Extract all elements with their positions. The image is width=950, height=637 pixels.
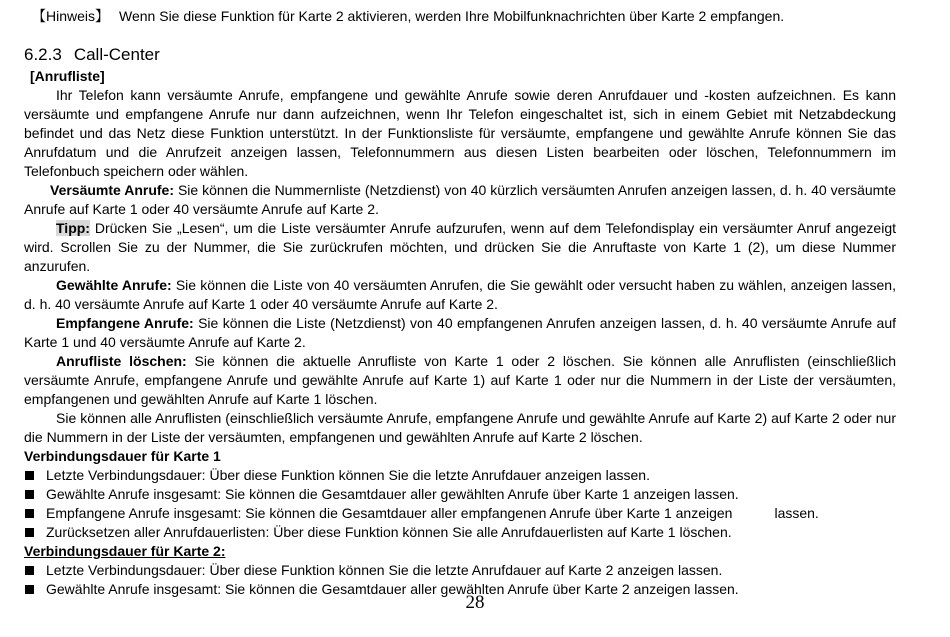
- page-number: 28: [465, 592, 485, 613]
- tip-paragraph: [24, 219, 896, 276]
- delete-calls-text: Sie können die aktuelle Anrufliste von Karte 1 oder 2 löschen. Sie können alle Anruflisten (einschließlich versäumte Anrufe, empfangene Anrufe und gewählte Anrufe auf Karte 1) auf Karte 1 oder nur die Nummern in der Liste der versäumten, empfangenen und gewählten Anrufe auf Karte 1 löschen.: [24, 353, 896, 407]
- list-item-text: Letzte Verbindungsdauer: Über diese Funktion können Sie die letzte Anrufdauer anzeigen lassen.: [46, 467, 650, 483]
- square-bullet-icon: [25, 509, 34, 518]
- hinweis-text: Wenn Sie diese Funktion für Karte 2 aktivieren, werden Ihre Mobilfunknachrichten über Karte 2 empfangen.: [119, 8, 785, 24]
- list-item-text: Zurücksetzen aller Anrufdauerlisten: Über diese Funktion können Sie alle Anrufdauerlisten auf Karte 1 löschen.: [46, 524, 732, 540]
- card2-heading: Verbindungsdauer für Karte 2:: [24, 543, 226, 559]
- list-item-text: Empfangene Anrufe insgesamt: Sie können die Gesamtdauer aller empfangenen Anrufe über Karte 1 anzeigen: [46, 505, 733, 521]
- list-item: [24, 561, 896, 580]
- section-subtitle: [Anrufliste]: [30, 68, 105, 84]
- square-bullet-icon: [25, 471, 34, 480]
- intro-paragraph: Ihr Telefon kann versäumte Anrufe, empfangene und gewählte Anrufe sowie deren Anrufdauer und -kosten aufzeichnen. Es kann versäumte und empfangene Anrufe nur dann aufzeichnen, wenn Ihr Telefon eingeschaltet ist, sich in einem Gebiet mit Netzabdeckung befindet und das Netz diese Funktion unterstützt. In der Funktionsliste für versäumte, empfangene und gewählte Anrufe können Sie das Anrufdatum und die Anrufzeit anzeigen lassen, Telefonnummern aus diesen Listen bearbeiten oder löschen, Telefonnummern im Telefonbuch speichern oder wählen.: [24, 87, 896, 179]
- delete-all-paragraph: Sie können alle Anruflisten (einschließlich versäumte Anrufe, empfangene Anrufe und gewählte Anrufe auf Karte 2) auf Karte 2 oder nur die Nummern in der Liste der versäumten, empfangenen und gewählten Anrufe auf Karte 2 löschen.: [24, 410, 896, 445]
- hinweis-note: [32, 6, 784, 26]
- received-calls-term: Empfangene Anrufe:: [56, 315, 194, 331]
- card1-heading: Verbindungsdauer für Karte 1: [24, 448, 221, 464]
- section-number: 6.2.3: [24, 45, 62, 64]
- square-bullet-icon: [25, 566, 34, 575]
- missed-calls-text: Sie können die Nummernliste (Netzdienst) von 40 kürzlich versäumten Anrufen anzeigen lassen, d. h. 40 versäumte Anrufe auf Karte 1 oder 40 versäumte Anrufe auf Karte 2.: [24, 182, 896, 217]
- square-bullet-icon: [25, 490, 34, 499]
- dialed-calls-paragraph: [24, 276, 896, 314]
- list-item-text: Gewählte Anrufe insgesamt: Sie können die Gesamtdauer aller gewählten Anrufe über Karte 1 anzeigen lassen.: [46, 486, 739, 502]
- section-title: Call-Center: [73, 45, 160, 64]
- delete-calls-term: Anrufliste löschen:: [56, 353, 187, 369]
- list-item-text: Letzte Verbindungsdauer: Über diese Funktion können Sie die letzte Anrufdauer auf Karte 2 anzeigen lassen.: [46, 562, 723, 578]
- list-item: [24, 504, 896, 523]
- missed-calls-term: Versäumte Anrufe:: [50, 182, 175, 198]
- hinweis-label: 【Hinweis】: [32, 8, 110, 24]
- received-calls-paragraph: [24, 314, 896, 352]
- received-calls-text: Sie können die Liste (Netzdienst) von 40 empfangenen Anrufen anzeigen lassen, d. h. 40 versäumte Anrufe auf Karte 1 und 40 versäumte Anrufe auf Karte 2.: [24, 315, 897, 350]
- list-item-tail: lassen.: [774, 505, 819, 521]
- tip-text: Drücken Sie „Lesen“, um die Liste versäumter Anrufe aufzurufen, wenn auf dem Telefondisplay ein versäumter Anruf angezeigt wird. Scrollen Sie zu der Nummer, die Sie zurückrufen möchten, und drücken Sie die Anruftaste von Karte 1 (2), um diese Nummer anzurufen.: [24, 220, 896, 274]
- section-heading: [24, 45, 160, 65]
- list-item: [24, 523, 896, 542]
- delete-calls-paragraph: [24, 352, 896, 409]
- list-item: [24, 466, 896, 485]
- missed-calls-paragraph: [24, 181, 896, 219]
- square-bullet-icon: [25, 528, 34, 537]
- section-body: [24, 86, 896, 599]
- list-item: [24, 485, 896, 504]
- card1-list: [24, 466, 896, 542]
- list-item-text: Gewählte Anrufe insgesamt: Sie können die Gesamtdauer aller gewählten Anrufe über Karte 2 anzeigen lassen.: [46, 581, 739, 597]
- tip-term: Tipp:: [56, 220, 90, 236]
- dialed-calls-term: Gewählte Anrufe:: [56, 277, 172, 293]
- dialed-calls-text: Sie können die Liste von 40 versäumten Anrufen, die Sie gewählt oder versucht haben zu wählen, anzeigen lassen, d. h. 40 versäumte Anrufe auf Karte 1 oder 40 versäumte Anrufe auf Karte 2.: [24, 277, 896, 312]
